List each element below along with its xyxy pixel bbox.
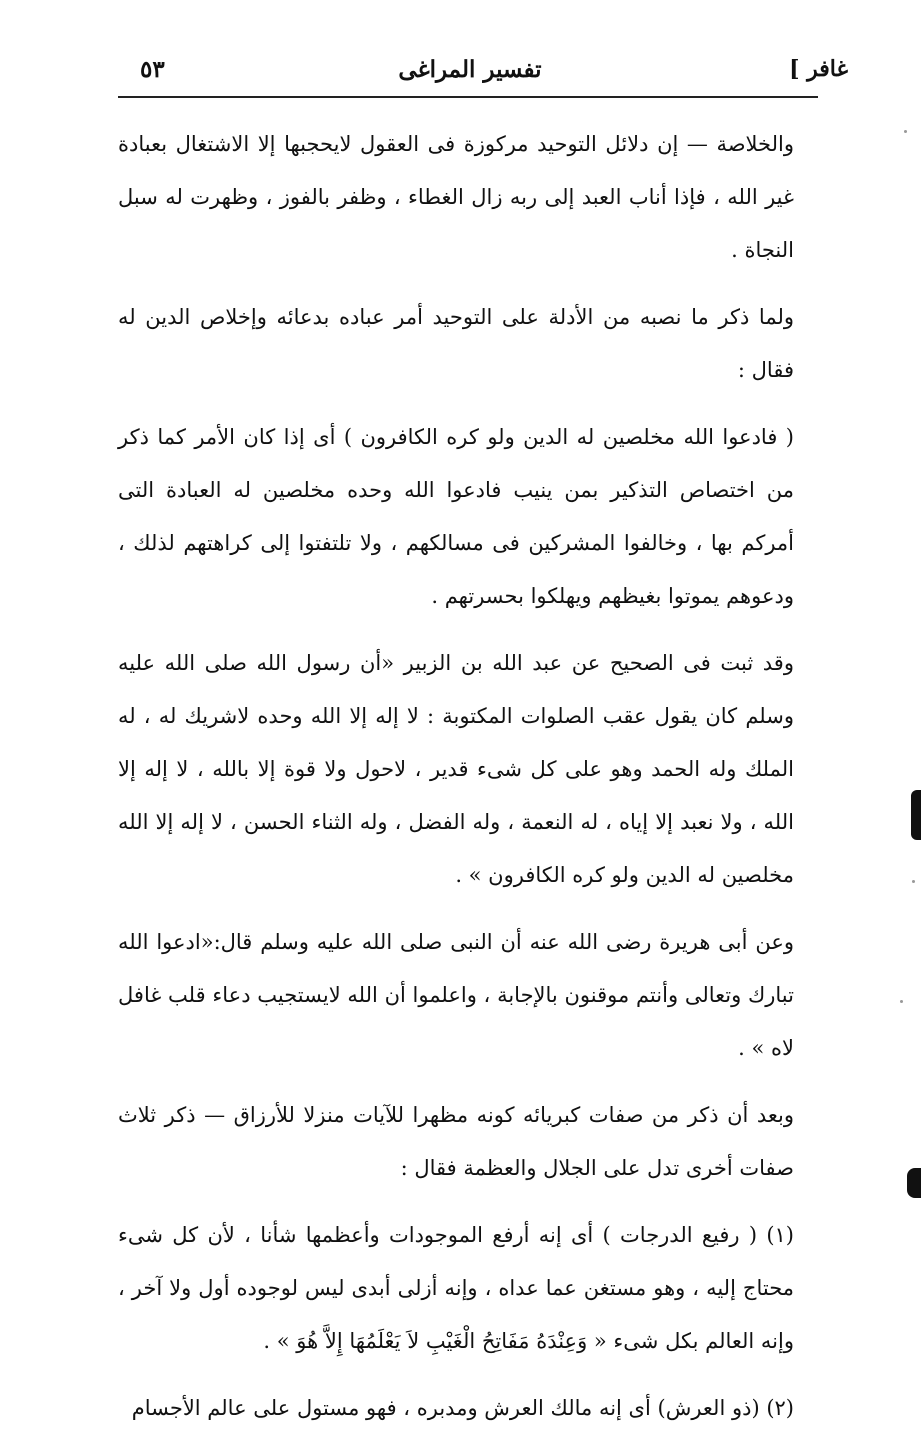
header-rule [118, 96, 818, 98]
paragraph-verse-explanation: ( فادعوا الله مخلصين له الدين ولو كره الكافرون ) أى إذا كان الأمر كما ذكر من اختصاص التذكير بمن ينيب فادعوا الله وحده مخلصين له العبادة التى أمركم بها ، وخالفوا المشركين فى مسالكهم ، ولا تلتفتوا إلى كراهتهم لذلك ، ودعوهم يموتوا بغيظهم ويهلكوا بحسرتهم . [118, 425, 794, 608]
paragraph-attribute-2: (٢) (ذو العرش) أى إنه مالك العرش ومدبره ، فهو مستول على عالم الأجسام [131, 1396, 794, 1420]
book-title: تفسير المراغى [398, 56, 542, 83]
paragraph-hadith-hurayra: وعن أبى هريرة رضى الله عنه أن النبى صلى الله عليه وسلم قال:«ادعوا الله تبارك وتعالى وأنتم موقنون بالإجابة ، واعلموا أن الله لايستجيب دعاء قلب غافل لاه » . [118, 930, 794, 1060]
scan-speck [912, 880, 915, 883]
paragraph-summary: والخلاصة — إن دلائل التوحيد مركوزة فى العقول لايحجبها إلا الاشتغال بعبادة غير الله ، فإذا أناب العبد إلى ربه زال الغطاء ، وظفر بالفوز ، وظهرت له سبل النجاة . [118, 132, 794, 262]
paragraph-attribute-1: (١) ( رفيع الدرجات ) أى إنه أرفع الموجودات وأعظمها شأنا ، لأن كل شىء محتاج إليه ، وهو مستغن عما عداه ، وإنه أزلى أبدى ليس لوجوده أول ولا آخر ، وإنه العالم بكل شىء « وَعِنْدَهُ مَفَاتِحُ الْغَيْبِ لاَ يَعْلَمُهَا إِلاَّ هُوَ » . [118, 1223, 794, 1353]
paragraph-transition: ولما ذكر ما نصبه من الأدلة على التوحيد أمر عباده بدعائه وإخلاص الدين له فقال : [118, 305, 794, 382]
page-number: ٥٣ [140, 56, 165, 83]
page-body [118, 118, 818, 1449]
surah-name: غافر ] [789, 56, 848, 82]
scan-speck [900, 1000, 903, 1003]
paragraph-hadith-zubair: وقد ثبت فى الصحيح عن عبد الله بن الزبير «أن رسول الله صلى الله عليه وسلم كان يقول عقب الصلوات المكتوبة : لا إله إلا الله وحده لاشريك له ، له الملك وله الحمد وهو على كل شىء قدير ، لاحول ولا قوة إلا بالله ، لا إله إلا الله ، ولا نعبد إلا إياه ، له النعمة ، وله الفضل ، وله الثناء الحسن ، لا إله إلا الله مخلصين له الدين ولو كره الكافرون » . [118, 651, 794, 887]
scan-smudge-2 [907, 1168, 921, 1198]
page-header [140, 50, 848, 92]
paragraph-attributes-intro: وبعد أن ذكر من صفات كبريائه كونه مظهرا للآيات منزلا للأرزاق — ذكر ثلاث صفات أخرى تدل على الجلال والعظمة فقال : [118, 1103, 794, 1180]
scan-speck [904, 130, 907, 133]
scan-smudge-1 [911, 790, 921, 840]
